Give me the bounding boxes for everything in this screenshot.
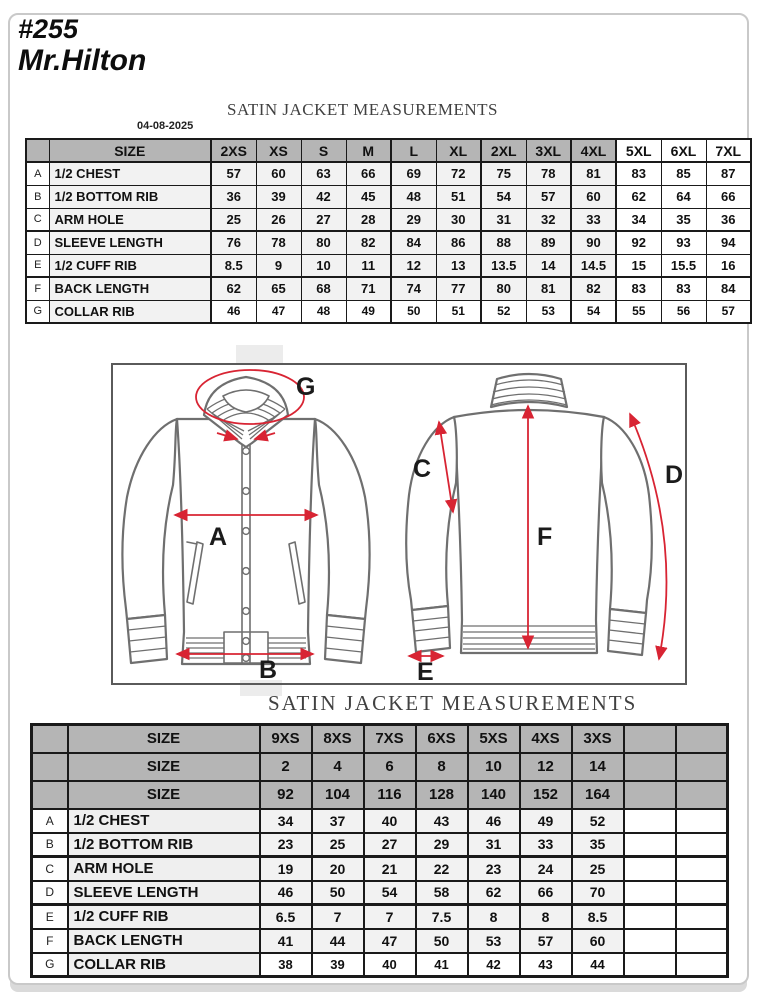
col-header-128: 128 xyxy=(416,781,468,809)
label-g: G xyxy=(296,373,316,401)
empty-header-cell xyxy=(624,781,676,809)
empty-cell xyxy=(676,905,728,929)
value-cell: 57 xyxy=(706,300,751,323)
value-cell: 6.5 xyxy=(260,905,312,929)
corner-cell xyxy=(32,781,68,809)
jacket-diagram-svg xyxy=(113,365,685,683)
value-cell: 69 xyxy=(391,162,436,185)
empty-header-cell xyxy=(624,753,676,781)
value-cell: 66 xyxy=(706,185,751,208)
empty-cell xyxy=(624,881,676,905)
empty-cell xyxy=(676,953,728,977)
value-cell: 36 xyxy=(211,185,256,208)
value-cell: 32 xyxy=(526,208,571,231)
col-header-5xl: 5XL xyxy=(616,139,661,162)
col-header-4: 4 xyxy=(312,753,364,781)
value-cell: 65 xyxy=(256,277,301,300)
value-cell: 16 xyxy=(706,254,751,277)
col-header-7xs: 7XS xyxy=(364,725,416,753)
row-label: 1/2 CUFF RIB xyxy=(68,905,260,929)
value-cell: 26 xyxy=(256,208,301,231)
col-header-s: S xyxy=(301,139,346,162)
value-cell: 84 xyxy=(706,277,751,300)
col-header-6xs: 6XS xyxy=(416,725,468,753)
order-number: #255 xyxy=(18,14,79,44)
empty-cell xyxy=(624,809,676,833)
empty-header-cell xyxy=(676,725,728,753)
value-cell: 45 xyxy=(346,185,391,208)
col-header-104: 104 xyxy=(312,781,364,809)
value-cell: 92 xyxy=(616,231,661,254)
tape-mark-top xyxy=(236,345,283,364)
jacket-front-view xyxy=(122,377,369,664)
value-cell: 25 xyxy=(572,857,624,881)
value-cell: 23 xyxy=(260,833,312,857)
value-cell: 40 xyxy=(364,809,416,833)
value-cell: 94 xyxy=(706,231,751,254)
value-cell: 25 xyxy=(211,208,256,231)
col-header-12: 12 xyxy=(520,753,572,781)
empty-cell xyxy=(676,857,728,881)
value-cell: 10 xyxy=(301,254,346,277)
value-cell: 85 xyxy=(661,162,706,185)
value-cell: 62 xyxy=(616,185,661,208)
row-label: ARM HOLE xyxy=(68,857,260,881)
size-header: SIZE xyxy=(68,781,260,809)
col-header-2xs: 2XS xyxy=(211,139,256,162)
value-cell: 54 xyxy=(481,185,526,208)
value-cell: 80 xyxy=(301,231,346,254)
row-letter: D xyxy=(32,881,68,905)
value-cell: 48 xyxy=(391,185,436,208)
row-letter: E xyxy=(26,254,49,277)
label-d: D xyxy=(665,461,684,489)
value-cell: 27 xyxy=(364,833,416,857)
value-cell: 71 xyxy=(346,277,391,300)
empty-cell xyxy=(624,905,676,929)
value-cell: 24 xyxy=(520,857,572,881)
col-header-8xs: 8XS xyxy=(312,725,364,753)
value-cell: 53 xyxy=(468,929,520,953)
empty-header-cell xyxy=(676,753,728,781)
value-cell: 54 xyxy=(364,881,416,905)
value-cell: 57 xyxy=(520,929,572,953)
col-header-xl: XL xyxy=(436,139,481,162)
col-header-92: 92 xyxy=(260,781,312,809)
value-cell: 82 xyxy=(571,277,616,300)
value-cell: 46 xyxy=(468,809,520,833)
value-cell: 14 xyxy=(526,254,571,277)
top-title: SATIN JACKET MEASUREMENTS xyxy=(227,100,498,119)
value-cell: 8.5 xyxy=(211,254,256,277)
label-b: B xyxy=(259,656,278,683)
value-cell: 83 xyxy=(616,277,661,300)
value-cell: 13.5 xyxy=(481,254,526,277)
value-cell: 15 xyxy=(616,254,661,277)
col-header-8: 8 xyxy=(416,753,468,781)
row-letter: E xyxy=(32,905,68,929)
value-cell: 12 xyxy=(391,254,436,277)
value-cell: 8 xyxy=(520,905,572,929)
col-header-xs: XS xyxy=(256,139,301,162)
value-cell: 30 xyxy=(436,208,481,231)
value-cell: 7 xyxy=(312,905,364,929)
value-cell: 43 xyxy=(416,809,468,833)
corner-cell xyxy=(26,139,49,162)
col-header-m: M xyxy=(346,139,391,162)
col-header-3xl: 3XL xyxy=(526,139,571,162)
col-header-14: 14 xyxy=(572,753,624,781)
value-cell: 74 xyxy=(391,277,436,300)
customer-name: Mr.Hilton xyxy=(18,44,147,78)
value-cell: 62 xyxy=(211,277,256,300)
value-cell: 29 xyxy=(416,833,468,857)
value-cell: 27 xyxy=(301,208,346,231)
value-cell: 81 xyxy=(526,277,571,300)
row-label: 1/2 BOTTOM RIB xyxy=(49,185,211,208)
value-cell: 43 xyxy=(520,953,572,977)
row-label: 1/2 BOTTOM RIB xyxy=(68,833,260,857)
value-cell: 81 xyxy=(571,162,616,185)
value-cell: 37 xyxy=(312,809,364,833)
back-right-sleeve xyxy=(601,417,652,613)
col-header-4xs: 4XS xyxy=(520,725,572,753)
back-body xyxy=(454,410,604,653)
row-label: BACK LENGTH xyxy=(68,929,260,953)
value-cell: 33 xyxy=(520,833,572,857)
value-cell: 15.5 xyxy=(661,254,706,277)
col-header-4xl: 4XL xyxy=(571,139,616,162)
value-cell: 49 xyxy=(520,809,572,833)
order-header xyxy=(18,14,146,78)
col-header-6xl: 6XL xyxy=(661,139,706,162)
value-cell: 54 xyxy=(571,300,616,323)
value-cell: 90 xyxy=(571,231,616,254)
row-label: SLEEVE LENGTH xyxy=(49,231,211,254)
row-label: COLLAR RIB xyxy=(68,953,260,977)
col-header-164: 164 xyxy=(572,781,624,809)
col-header-2xl: 2XL xyxy=(481,139,526,162)
value-cell: 52 xyxy=(572,809,624,833)
value-cell: 48 xyxy=(301,300,346,323)
front-right-sleeve xyxy=(315,419,370,619)
value-cell: 93 xyxy=(661,231,706,254)
value-cell: 9 xyxy=(256,254,301,277)
row-label: 1/2 CHEST xyxy=(68,809,260,833)
value-cell: 60 xyxy=(256,162,301,185)
col-header-3xs: 3XS xyxy=(572,725,624,753)
value-cell: 39 xyxy=(256,185,301,208)
value-cell: 35 xyxy=(572,833,624,857)
value-cell: 87 xyxy=(706,162,751,185)
row-letter: A xyxy=(32,809,68,833)
empty-cell xyxy=(624,857,676,881)
value-cell: 44 xyxy=(312,929,364,953)
value-cell: 78 xyxy=(526,162,571,185)
value-cell: 64 xyxy=(661,185,706,208)
value-cell: 39 xyxy=(312,953,364,977)
col-header-140: 140 xyxy=(468,781,520,809)
value-cell: 77 xyxy=(436,277,481,300)
value-cell: 88 xyxy=(481,231,526,254)
col-header-5xs: 5XS xyxy=(468,725,520,753)
value-cell: 47 xyxy=(256,300,301,323)
empty-cell xyxy=(676,809,728,833)
value-cell: 78 xyxy=(256,231,301,254)
value-cell: 66 xyxy=(520,881,572,905)
value-cell: 89 xyxy=(526,231,571,254)
value-cell: 76 xyxy=(211,231,256,254)
row-letter: B xyxy=(26,185,49,208)
value-cell: 51 xyxy=(436,185,481,208)
empty-header-cell xyxy=(676,781,728,809)
row-label: 1/2 CHEST xyxy=(49,162,211,185)
value-cell: 57 xyxy=(526,185,571,208)
label-f: F xyxy=(537,523,553,551)
row-label: 1/2 CUFF RIB xyxy=(49,254,211,277)
value-cell: 46 xyxy=(260,881,312,905)
value-cell: 86 xyxy=(436,231,481,254)
value-cell: 80 xyxy=(481,277,526,300)
row-label: BACK LENGTH xyxy=(49,277,211,300)
value-cell: 29 xyxy=(391,208,436,231)
value-cell: 7 xyxy=(364,905,416,929)
value-cell: 55 xyxy=(616,300,661,323)
value-cell: 11 xyxy=(346,254,391,277)
row-letter: G xyxy=(26,300,49,323)
value-cell: 42 xyxy=(301,185,346,208)
row-letter: C xyxy=(32,857,68,881)
empty-cell xyxy=(676,929,728,953)
value-cell: 38 xyxy=(260,953,312,977)
value-cell: 19 xyxy=(260,857,312,881)
empty-header-cell xyxy=(624,725,676,753)
date-label: 04-08-2025 xyxy=(137,120,194,132)
value-cell: 47 xyxy=(364,929,416,953)
col-header-2: 2 xyxy=(260,753,312,781)
row-letter: C xyxy=(26,208,49,231)
value-cell: 46 xyxy=(211,300,256,323)
value-cell: 50 xyxy=(391,300,436,323)
value-cell: 50 xyxy=(312,881,364,905)
empty-cell xyxy=(624,929,676,953)
front-left-sleeve xyxy=(122,419,177,619)
value-cell: 82 xyxy=(346,231,391,254)
value-cell: 52 xyxy=(481,300,526,323)
value-cell: 8.5 xyxy=(572,905,624,929)
bottom-title: SATIN JACKET MEASUREMENTS xyxy=(268,691,638,715)
empty-cell xyxy=(676,833,728,857)
value-cell: 36 xyxy=(706,208,751,231)
value-cell: 23 xyxy=(468,857,520,881)
value-cell: 44 xyxy=(572,953,624,977)
value-cell: 33 xyxy=(571,208,616,231)
size-header: SIZE xyxy=(49,139,211,162)
size-table-numeric-sizes xyxy=(30,723,729,978)
jacket-measurement-diagram xyxy=(111,363,687,685)
col-header-9xs: 9XS xyxy=(260,725,312,753)
size-table-letter-sizes xyxy=(25,138,752,324)
label-e: E xyxy=(417,658,434,683)
value-cell: 57 xyxy=(211,162,256,185)
value-cell: 51 xyxy=(436,300,481,323)
value-cell: 34 xyxy=(260,809,312,833)
empty-cell xyxy=(676,881,728,905)
value-cell: 63 xyxy=(301,162,346,185)
value-cell: 66 xyxy=(346,162,391,185)
row-letter: D xyxy=(26,231,49,254)
empty-cell xyxy=(624,833,676,857)
value-cell: 83 xyxy=(616,162,661,185)
value-cell: 75 xyxy=(481,162,526,185)
row-label: ARM HOLE xyxy=(49,208,211,231)
value-cell: 41 xyxy=(416,953,468,977)
row-letter: B xyxy=(32,833,68,857)
row-letter: F xyxy=(32,929,68,953)
col-header-6: 6 xyxy=(364,753,416,781)
value-cell: 70 xyxy=(572,881,624,905)
value-cell: 22 xyxy=(416,857,468,881)
corner-cell xyxy=(32,753,68,781)
value-cell: 14.5 xyxy=(571,254,616,277)
value-cell: 13 xyxy=(436,254,481,277)
value-cell: 60 xyxy=(572,929,624,953)
size-header: SIZE xyxy=(68,753,260,781)
value-cell: 62 xyxy=(468,881,520,905)
col-header-10: 10 xyxy=(468,753,520,781)
col-header-116: 116 xyxy=(364,781,416,809)
value-cell: 20 xyxy=(312,857,364,881)
value-cell: 56 xyxy=(661,300,706,323)
value-cell: 41 xyxy=(260,929,312,953)
value-cell: 8 xyxy=(468,905,520,929)
value-cell: 34 xyxy=(616,208,661,231)
row-letter: G xyxy=(32,953,68,977)
value-cell: 58 xyxy=(416,881,468,905)
row-label: SLEEVE LENGTH xyxy=(68,881,260,905)
col-header-7xl: 7XL xyxy=(706,139,751,162)
back-left-sleeve xyxy=(406,417,457,610)
value-cell: 72 xyxy=(436,162,481,185)
value-cell: 28 xyxy=(346,208,391,231)
value-cell: 40 xyxy=(364,953,416,977)
value-cell: 25 xyxy=(312,833,364,857)
label-a: A xyxy=(209,523,228,551)
row-letter: F xyxy=(26,277,49,300)
value-cell: 21 xyxy=(364,857,416,881)
value-cell: 53 xyxy=(526,300,571,323)
empty-cell xyxy=(624,953,676,977)
value-cell: 68 xyxy=(301,277,346,300)
value-cell: 31 xyxy=(481,208,526,231)
value-cell: 42 xyxy=(468,953,520,977)
col-header-l: L xyxy=(391,139,436,162)
value-cell: 60 xyxy=(571,185,616,208)
col-header-152: 152 xyxy=(520,781,572,809)
value-cell: 50 xyxy=(416,929,468,953)
corner-cell xyxy=(32,725,68,753)
value-cell: 35 xyxy=(661,208,706,231)
row-label: COLLAR RIB xyxy=(49,300,211,323)
size-header: SIZE xyxy=(68,725,260,753)
value-cell: 49 xyxy=(346,300,391,323)
value-cell: 7.5 xyxy=(416,905,468,929)
row-letter: A xyxy=(26,162,49,185)
value-cell: 31 xyxy=(468,833,520,857)
jacket-back-view xyxy=(406,374,652,655)
label-c: C xyxy=(413,455,432,483)
value-cell: 83 xyxy=(661,277,706,300)
value-cell: 84 xyxy=(391,231,436,254)
